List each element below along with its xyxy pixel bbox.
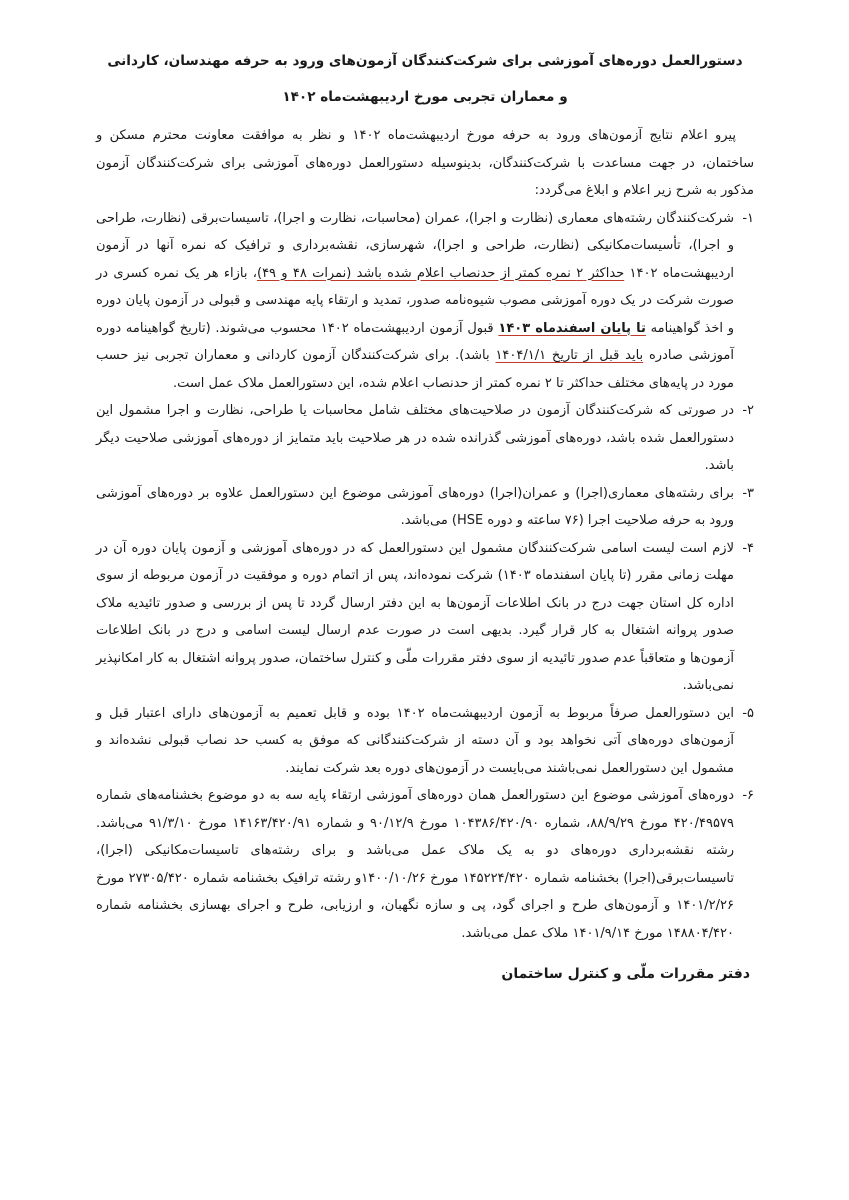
- clause-text: برای رشته‌های معماری(اجرا) و عمران(اجرا) دوره‌های آموزشی موضوع این دستورالعمل علاوه بر دوره‌های آموزشی ورود به حرفه صلاحیت اجرا (۷۶ ساعته و دوره HSE) می‌باشد.: [96, 485, 734, 528]
- document-page: [96, 44, 754, 989]
- clause-item-2: [96, 397, 754, 480]
- document-title-line-2: و معماران تجربی مورخ اردیبهشت‌ماه ۱۴۰۲: [282, 89, 568, 105]
- clause-list: [96, 205, 754, 948]
- clause-text-part: قبول آزمون اردیبهشت‌ماه ۱۴۰۲ محسوب می‌شوند. (تاریخ گواهینامه دوره آموزشی صادره: [96, 320, 734, 363]
- clause-number: ۶-: [742, 788, 754, 803]
- clause-item-6: [96, 782, 754, 947]
- issuing-office-signature: دفتر مقررات ملّی و کنترل ساختمان: [501, 966, 750, 982]
- clause-number: ۳-: [742, 485, 754, 501]
- clause-item-4: [96, 535, 754, 700]
- clause-text: در صورتی که شرکت‌کنندگان آزمون در صلاحیت‌های مختلف شامل محاسبات یا طراحی، نظارت و اجرا مشمول این دستورالعمل شده باشد، دوره‌های آموزشی گذرانده شده در هر صلاحیت باید متمایز از دوره‌های آموزشی صلاحیت دیگر باشد.: [96, 403, 734, 473]
- intro-paragraph: پیرو اعلام نتایج آزمون‌های ورود به حرفه مورخ اردیبهشت‌ماه ۱۴۰۲ و نظر به موافقت معاونت محترم مسکن و ساختمان، در جهت مساعدت با شرکت‌کنندگان، بدینوسیله دستورالعمل دوره‌های آموزشی برای شرکت‌کنندگان آزمون مذکور به شرح زیر اعلام و ابلاغ می‌گردد:: [96, 128, 754, 198]
- clause-number: ۴-: [742, 540, 754, 556]
- deadline-emphasis: تا پایان اسفندماه ۱۴۰۳: [498, 320, 646, 336]
- clause-number: ۵-: [742, 705, 754, 721]
- clause-text: [96, 205, 734, 398]
- clause-text-part: ، بازاء هر یک نمره کسری در صورت شرکت در یک دوره آموزشی مصوب شیوه‌نامه صدور، تمدید و ارتقاء پایه مهندسی و قبولی در آزمون پایان دوره و اخذ گواهینامه: [96, 265, 735, 336]
- clause-item-3: [96, 480, 754, 535]
- clause-text: دوره‌های آموزشی موضوع این دستورالعمل همان دوره‌های آموزشی ارتقاء پایه سه به دو موضوع بخشنامه‌های شماره ۴۲۰/۴۹۵۷۹ مورخ ۸۸/۹/۲۹، شماره ۱۰۴۳۸۶/۴۲۰/۹۰ مورخ ۹۰/۱۲/۹ و شماره ۱۴۱۶۳/۴۲۰/۹۱ مورخ ۹۱/۳/۱۰ می‌باشد. رشته نقشه‌برداری دوره‌های دو به یک ملاک عمل می‌باشد و برای رشته‌های تاسیسات‌مکانیکی (اجرا)، تاسیسات‌برقی(اجرا) بخشنامه شماره ۱۴۵۲۲۴/۴۲۰ مورخ ۱۴۰۰/۱۰/۲۶و رشته ترافیک بخشنامه شماره ۲۷۳۰۵/۴۲۰ مورخ ۱۴۰۱/۲/۲۶ و آزمون‌های طرح و اجرای گود، پی و سازه نگهبان، و ارزیابی، طرح و اجرای بهسازی بخشنامه شماره ۱۴۸۸۰۴/۴۲۰ مورخ ۱۴۰۱/۹/۱۴ ملاک عمل می‌باشد.: [96, 788, 734, 941]
- underlined-text: حداکثر ۲ نمره کمتر از حدنصاب اعلام شده باشد (نمرات ۴۸ و ۴۹): [256, 265, 625, 281]
- document-title-line-1: دستورالعمل دوره‌های آموزشی برای شرکت‌کنندگان آزمون‌های ورود به حرفه مهندسان، کاردانی: [107, 53, 743, 69]
- clause-item-5: [96, 700, 754, 783]
- clause-text-part: شرکت‌کنندگان رشته‌های معماری (نظارت و اجرا)، عمران (محاسبات، نظارت و اجرا)، تاسیسات‌برقی (نظارت، طراحی و اجرا)، تأسیسات‌مکانیکی (نظارت، طراحی و اجرا)، شهرسازی، نقشه‌برداری و ترافیک که نمره آنها در آزمون اردیبهشت‌ماه ۱۴۰۲: [96, 210, 735, 281]
- underlined-date: باید قبل از تاریخ ۱۴۰۴/۱/۱: [495, 348, 644, 363]
- clause-number: ۲-: [742, 403, 754, 418]
- clause-text: لازم است لیست اسامی شرکت‌کنندگان مشمول این دستورالعمل که در دوره‌های آموزشی و آزمون پایان دوره آن در مهلت زمانی مقرر (تا پایان اسفندماه ۱۴۰۳) شرکت نموده‌اند، پس از اتمام دوره و موفقیت در آزمون مربوطه از سوی اداره کل استان جهت درج در بانک اطلاعات آزمون‌ها به این دفتر ارسال گردد تا پس از بررسی و صدور تائیدیه ملاک صدور پروانه اشتغال به کار قرار گیرد. بدیهی است در صورت عدم ارسال لیست اسامی و درج در بانک اطلاعات آزمون‌ها و متعاقباً عدم صدور تائیدیه از سوی دفتر مقررات ملّی و کنترل ساختمان، صدور پروانه اشتغال به کار امکانپذیر نمی‌باشد.: [96, 540, 734, 693]
- clause-number: ۱-: [742, 210, 754, 226]
- clause-text: این دستورالعمل صرفاً مربوط به آزمون اردیبهشت‌ماه ۱۴۰۲ بوده و قابل تعمیم به آزمون‌های دارای اعتبار قبل و آزمون‌های دوره‌های آتی نخواهد بود و آن دسته از شرکت‌کنندگانی که موفق به کسب حد نصاب قبولی نشده‌اند و مشمول این دستورالعمل نمی‌باشند می‌بایست در آزمون‌های دوره بعد شرکت نمایند.: [96, 705, 735, 776]
- clause-text-part: باشد). برای شرکت‌کنندگان آزمون کاردانی و معماران تجربی نیز حسب مورد در پایه‌های مختلف حداکثر تا ۲ نمره کمتر از حدنصاب اعلام شده، این دستورالعمل ملاک عمل است.: [96, 348, 734, 391]
- clause-item-1: [96, 205, 754, 398]
